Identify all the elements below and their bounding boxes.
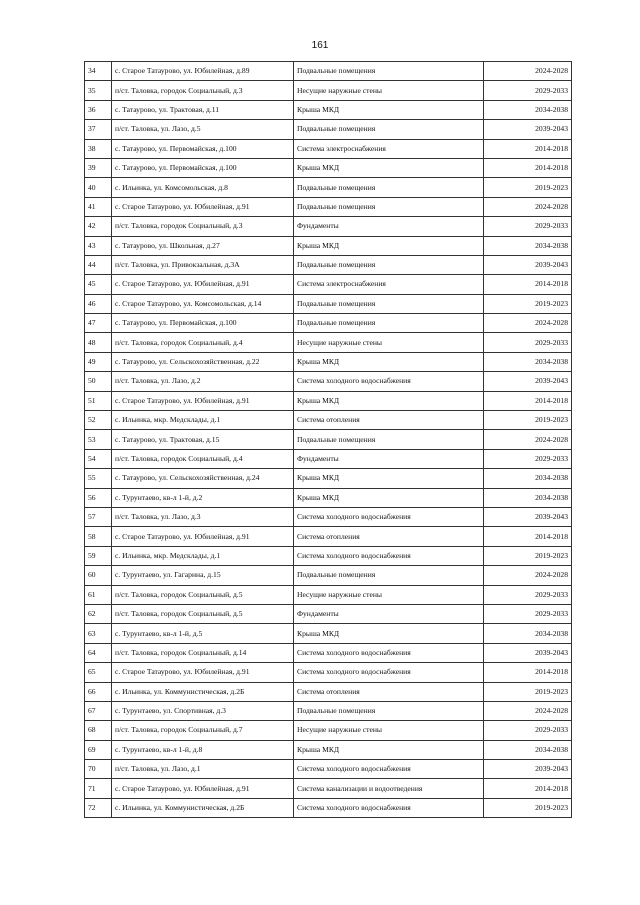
- work-type-cell: Система отопления: [294, 411, 484, 430]
- table-row: [85, 643, 572, 662]
- address-cell: с. Турунтаево, ул. Гагарина, д.15: [112, 566, 294, 585]
- period-cell: 2034-2038: [484, 100, 572, 119]
- address-cell: с. Ильинка, ул. Комсомольская, д.8: [112, 178, 294, 197]
- address-cell: с. Татаурово, ул. Первомайская, д.100: [112, 314, 294, 333]
- address-cell: с. Татаурово, ул. Первомайская, д.100: [112, 158, 294, 177]
- row-number: 67: [85, 701, 112, 720]
- work-type-cell: Подвальные помещения: [294, 430, 484, 449]
- row-number: 45: [85, 275, 112, 294]
- work-type-cell: Система холодного водоснабжения: [294, 507, 484, 526]
- row-number: 62: [85, 604, 112, 623]
- work-type-cell: Система отопления: [294, 682, 484, 701]
- table-row: [85, 158, 572, 177]
- address-cell: с. Турунтаево, кв-л 1-й, д.2: [112, 488, 294, 507]
- row-number: 56: [85, 488, 112, 507]
- table-row: [85, 604, 572, 623]
- table-row: [85, 100, 572, 119]
- address-cell: с. Татаурово, ул. Трактовая, д.11: [112, 100, 294, 119]
- work-type-cell: Подвальные помещения: [294, 178, 484, 197]
- table-row: [85, 178, 572, 197]
- work-type-cell: Крыша МКД: [294, 158, 484, 177]
- address-cell: п/ст. Таловка, ул. Лазо, д.3: [112, 507, 294, 526]
- address-cell: п/ст. Таловка, ул. Лазо, д.2: [112, 372, 294, 391]
- address-cell: п/ст. Таловка, ул. Лазо, д.5: [112, 120, 294, 139]
- table-row: [85, 275, 572, 294]
- address-cell: с. Старое Татаурово, ул. Юбилейная, д.91: [112, 527, 294, 546]
- row-number: 58: [85, 527, 112, 546]
- period-cell: 2024-2028: [484, 701, 572, 720]
- row-number: 47: [85, 314, 112, 333]
- work-type-cell: Крыша МКД: [294, 100, 484, 119]
- work-type-cell: Крыша МКД: [294, 624, 484, 643]
- period-cell: 2034-2038: [484, 740, 572, 759]
- period-cell: 2014-2018: [484, 779, 572, 798]
- row-number: 69: [85, 740, 112, 759]
- table-row: [85, 391, 572, 410]
- table-row: [85, 721, 572, 740]
- address-cell: с. Татаурово, ул. Школьная, д.27: [112, 236, 294, 255]
- table-row: [85, 585, 572, 604]
- row-number: 43: [85, 236, 112, 255]
- address-cell: с. Старое Татаурово, ул. Юбилейная, д.91: [112, 197, 294, 216]
- table-row: [85, 701, 572, 720]
- row-number: 42: [85, 217, 112, 236]
- period-cell: 2014-2018: [484, 391, 572, 410]
- work-type-cell: Фундаменты: [294, 217, 484, 236]
- period-cell: 2039-2043: [484, 507, 572, 526]
- address-cell: п/ст. Таловка, городок Социальный, д.4: [112, 449, 294, 468]
- table-row: [85, 120, 572, 139]
- table-row: [85, 236, 572, 255]
- address-cell: с. Ильинка, ул. Коммунистическая, д.2Б: [112, 798, 294, 817]
- period-cell: 2039-2043: [484, 255, 572, 274]
- table-body: [85, 62, 572, 818]
- page-number: 161: [311, 40, 329, 51]
- table-row: [85, 372, 572, 391]
- work-type-cell: Система холодного водоснабжения: [294, 760, 484, 779]
- row-number: 52: [85, 411, 112, 430]
- period-cell: 2029-2033: [484, 585, 572, 604]
- work-type-cell: Несущие наружные стены: [294, 721, 484, 740]
- period-cell: 2024-2028: [484, 197, 572, 216]
- work-type-cell: Система холодного водоснабжения: [294, 798, 484, 817]
- table-row: [85, 779, 572, 798]
- period-cell: 2014-2018: [484, 663, 572, 682]
- row-number: 39: [85, 158, 112, 177]
- row-number: 72: [85, 798, 112, 817]
- period-cell: 2019-2023: [484, 294, 572, 313]
- table-row: [85, 314, 572, 333]
- period-cell: 2019-2023: [484, 546, 572, 565]
- period-cell: 2019-2023: [484, 411, 572, 430]
- period-cell: 2029-2033: [484, 217, 572, 236]
- work-type-cell: Фундаменты: [294, 449, 484, 468]
- address-cell: с. Татаурово, ул. Сельскохозяйственная, д.22: [112, 352, 294, 371]
- period-cell: 2019-2023: [484, 798, 572, 817]
- address-cell: с. Татаурово, ул. Сельскохозяйственная, д.24: [112, 469, 294, 488]
- work-type-cell: Несущие наружные стены: [294, 333, 484, 352]
- work-type-cell: Подвальные помещения: [294, 701, 484, 720]
- period-cell: 2014-2018: [484, 275, 572, 294]
- period-cell: 2029-2033: [484, 333, 572, 352]
- table-row: [85, 333, 572, 352]
- address-cell: п/ст. Таловка, городок Социальный, д.4: [112, 333, 294, 352]
- work-type-cell: Система электроснабжения: [294, 139, 484, 158]
- work-type-cell: Подвальные помещения: [294, 197, 484, 216]
- period-cell: 2014-2018: [484, 139, 572, 158]
- address-cell: с. Ильинка, ул. Коммунистическая, д.2Б: [112, 682, 294, 701]
- work-type-cell: Система холодного водоснабжения: [294, 643, 484, 662]
- address-cell: с. Татаурово, ул. Трактовая, д.15: [112, 430, 294, 449]
- period-cell: 2014-2018: [484, 527, 572, 546]
- work-type-cell: Крыша МКД: [294, 488, 484, 507]
- work-type-cell: Система холодного водоснабжения: [294, 663, 484, 682]
- table-row: [85, 411, 572, 430]
- address-cell: с. Старое Татаурово, ул. Юбилейная, д.91: [112, 391, 294, 410]
- table-row: [85, 430, 572, 449]
- row-number: 64: [85, 643, 112, 662]
- address-cell: с. Турунтаево, кв-л 1-й, д.5: [112, 624, 294, 643]
- period-cell: 2024-2028: [484, 314, 572, 333]
- period-cell: 2019-2023: [484, 178, 572, 197]
- work-type-cell: Система холодного водоснабжения: [294, 372, 484, 391]
- period-cell: 2039-2043: [484, 372, 572, 391]
- work-type-cell: Подвальные помещения: [294, 314, 484, 333]
- table-row: [85, 139, 572, 158]
- table-row: [85, 81, 572, 100]
- address-cell: п/ст. Таловка, ул. Привокзальная, д.3А: [112, 255, 294, 274]
- work-type-cell: Подвальные помещения: [294, 120, 484, 139]
- row-number: 44: [85, 255, 112, 274]
- table-row: [85, 546, 572, 565]
- work-type-cell: Несущие наружные стены: [294, 585, 484, 604]
- period-cell: 2029-2033: [484, 449, 572, 468]
- address-cell: с. Татаурово, ул. Первомайская, д.100: [112, 139, 294, 158]
- table-row: [85, 798, 572, 817]
- row-number: 35: [85, 81, 112, 100]
- address-cell: с. Ильинка, мкр. Медсклады, д.1: [112, 411, 294, 430]
- table-row: [85, 507, 572, 526]
- row-number: 38: [85, 139, 112, 158]
- row-number: 40: [85, 178, 112, 197]
- row-number: 49: [85, 352, 112, 371]
- period-cell: 2034-2038: [484, 352, 572, 371]
- period-cell: 2014-2018: [484, 158, 572, 177]
- table-row: [85, 663, 572, 682]
- work-type-cell: Крыша МКД: [294, 391, 484, 410]
- row-number: 57: [85, 507, 112, 526]
- address-cell: п/ст. Таловка, городок Социальный, д.3: [112, 81, 294, 100]
- period-cell: 2029-2033: [484, 604, 572, 623]
- work-type-cell: Крыша МКД: [294, 352, 484, 371]
- table-row: [85, 760, 572, 779]
- row-number: 71: [85, 779, 112, 798]
- row-number: 70: [85, 760, 112, 779]
- work-type-cell: Система канализации и водоотведения: [294, 779, 484, 798]
- address-cell: п/ст. Таловка, городок Социальный, д.3: [112, 217, 294, 236]
- table-row: [85, 527, 572, 546]
- work-type-cell: Крыша МКД: [294, 469, 484, 488]
- period-cell: 2034-2038: [484, 469, 572, 488]
- row-number: 68: [85, 721, 112, 740]
- row-number: 54: [85, 449, 112, 468]
- row-number: 34: [85, 62, 112, 81]
- period-cell: 2039-2043: [484, 643, 572, 662]
- work-type-cell: Подвальные помещения: [294, 255, 484, 274]
- row-number: 60: [85, 566, 112, 585]
- address-cell: с. Старое Татаурово, ул. Юбилейная, д.89: [112, 62, 294, 81]
- table-row: [85, 255, 572, 274]
- work-type-cell: Система холодного водоснабжения: [294, 546, 484, 565]
- table-row: [85, 294, 572, 313]
- period-cell: 2039-2043: [484, 120, 572, 139]
- address-cell: п/ст. Таловка, городок Социальный, д.5: [112, 604, 294, 623]
- row-number: 53: [85, 430, 112, 449]
- repair-schedule-table: [84, 61, 572, 818]
- period-cell: 2019-2023: [484, 682, 572, 701]
- table-row: [85, 62, 572, 81]
- table-row: [85, 740, 572, 759]
- period-cell: 2034-2038: [484, 624, 572, 643]
- address-cell: с. Старое Татаурово, ул. Юбилейная, д.91: [112, 779, 294, 798]
- period-cell: 2029-2033: [484, 721, 572, 740]
- period-cell: 2034-2038: [484, 488, 572, 507]
- row-number: 59: [85, 546, 112, 565]
- table-row: [85, 624, 572, 643]
- work-type-cell: Несущие наружные стены: [294, 81, 484, 100]
- period-cell: 2024-2028: [484, 566, 572, 585]
- address-cell: с. Старое Татаурово, ул. Комсомольская, д.14: [112, 294, 294, 313]
- period-cell: 2024-2028: [484, 430, 572, 449]
- work-type-cell: Фундаменты: [294, 604, 484, 623]
- period-cell: 2024-2028: [484, 62, 572, 81]
- row-number: 55: [85, 469, 112, 488]
- row-number: 48: [85, 333, 112, 352]
- work-type-cell: Подвальные помещения: [294, 62, 484, 81]
- address-cell: п/ст. Таловка, городок Социальный, д.5: [112, 585, 294, 604]
- row-number: 46: [85, 294, 112, 313]
- table-row: [85, 469, 572, 488]
- row-number: 61: [85, 585, 112, 604]
- row-number: 37: [85, 120, 112, 139]
- address-cell: п/ст. Таловка, городок Социальный, д.7: [112, 721, 294, 740]
- work-type-cell: Крыша МКД: [294, 740, 484, 759]
- address-cell: с. Ильинка, мкр. Медсклады, д.1: [112, 546, 294, 565]
- period-cell: 2029-2033: [484, 81, 572, 100]
- table-row: [85, 488, 572, 507]
- work-type-cell: Крыша МКД: [294, 236, 484, 255]
- table-row: [85, 682, 572, 701]
- table-row: [85, 352, 572, 371]
- table-row: [85, 197, 572, 216]
- address-cell: п/ст. Таловка, городок Социальный, д.14: [112, 643, 294, 662]
- row-number: 50: [85, 372, 112, 391]
- address-cell: п/ст. Таловка, ул. Лазо, д.1: [112, 760, 294, 779]
- address-cell: с. Турунтаево, ул. Спортивная, д.3: [112, 701, 294, 720]
- table-row: [85, 449, 572, 468]
- row-number: 66: [85, 682, 112, 701]
- row-number: 63: [85, 624, 112, 643]
- address-cell: с. Турунтаево, кв-л 1-й, д.8: [112, 740, 294, 759]
- table-row: [85, 566, 572, 585]
- work-type-cell: Подвальные помещения: [294, 294, 484, 313]
- table-row: [85, 217, 572, 236]
- work-type-cell: Подвальные помещения: [294, 566, 484, 585]
- address-cell: с. Старое Татаурово, ул. Юбилейная, д.91: [112, 275, 294, 294]
- row-number: 65: [85, 663, 112, 682]
- period-cell: 2034-2038: [484, 236, 572, 255]
- period-cell: 2039-2043: [484, 760, 572, 779]
- row-number: 51: [85, 391, 112, 410]
- address-cell: с. Старое Татаурово, ул. Юбилейная, д.91: [112, 663, 294, 682]
- row-number: 36: [85, 100, 112, 119]
- work-type-cell: Система электроснабжения: [294, 275, 484, 294]
- work-type-cell: Система отопления: [294, 527, 484, 546]
- row-number: 41: [85, 197, 112, 216]
